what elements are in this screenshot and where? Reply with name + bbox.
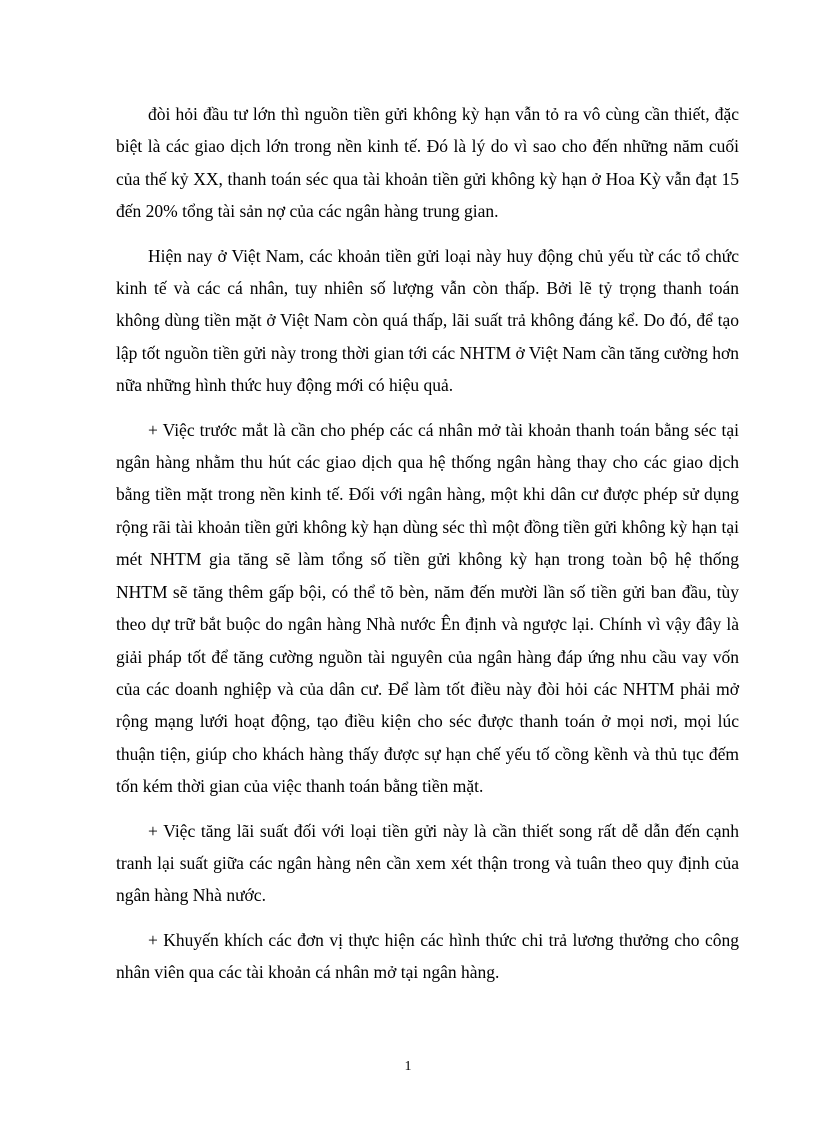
paragraph-5: + Khuyến khích các đơn vị thực hiện các hình thức chi trả lương thưởng cho công nhân viên qua các tài khoản cá nhân mở tại ngân hàng. xyxy=(116,929,739,983)
paragraph-1: đòi hỏi đầu tư lớn thì nguồn tiền gửi không kỳ hạn vẫn tỏ ra vô cùng cần thiết, đặc biệt là các giao dịch lớn trong nền kinh tế. Đó là lý do vì sao cho đến những năm cuối của thế kỷ XX, thanh toán séc qua tài khoản tiền gửi không kỳ hạn ở Hoa Kỳ vẫn đạt 15 đến 20% tổng tài sản nợ của các ngân hàng trung gian. xyxy=(116,104,739,222)
paragraph-4: + Việc tăng lãi suất đối với loại tiền gửi này là cần thiết song rất dễ dẫn đến cạnh tranh lại suất giữa các ngân hàng nên cần xem xét thận trong và tuân theo quy định của ngân hàng Nhà nước. xyxy=(116,820,739,906)
page-number: 1 xyxy=(404,1059,412,1074)
document-page xyxy=(116,98,739,1001)
paragraph-2: Hiện nay ở Việt Nam, các khoản tiền gửi loại này huy động chủ yếu từ các tổ chức kinh tế và các cá nhân, tuy nhiên số lượng vẫn còn thấp. Bởi lẽ tỷ trọng thanh toán không dùng tiền mặt ở Việt Nam còn quá thấp, lãi suất trả không đáng kể. Do đó, để tạo lập tốt nguồn tiền gửi này trong thời gian tới các NHTM ở Việt Nam cần tăng cường hơn nữa những hình thức huy động mới có hiệu quả. xyxy=(116,245,739,396)
paragraph-3: + Việc trước mắt là cần cho phép các cá nhân mở tài khoản thanh toán bằng séc tại ngân hàng nhằm thu hút các giao dịch qua hệ thống ngân hàng thay cho các giao dịch bằng tiền mặt trong nền kinh tế. Đối với ngân hàng, một khi dân cư được phép sử dụng rộng rãi tài khoản tiền gửi không kỳ hạn dùng séc thì một đồng tiền gửi không kỳ hạn tại mét NHTM gia tăng sẽ làm tổng số tiền gửi không kỳ hạn trong toàn bộ hệ thống NHTM sẽ tăng thêm gấp bội, có thể tõ bèn, năm đến mười lần số tiền gửi ban đầu, tùy theo dự trữ bắt buộc do ngân hàng Nhà nước Ên định và ngược lại. Chính vì vậy đây là giải pháp tốt để tăng cường nguồn tài nguyên của ngân hàng đáp ứng nhu cầu vay vốn của các doanh nghiệp và của dân cư. Để làm tốt điều này đòi hỏi các NHTM phải mở rộng mạng lưới hoạt động, tạo điều kiện cho séc được thanh toán ở mọi nơi, mọi lúc thuận tiện, giúp cho khách hàng thấy được sự hạn chế yếu tố cồng kềnh và thủ tục đếm tốn kém thời gian của việc thanh toán bằng tiền mặt. xyxy=(116,419,739,797)
